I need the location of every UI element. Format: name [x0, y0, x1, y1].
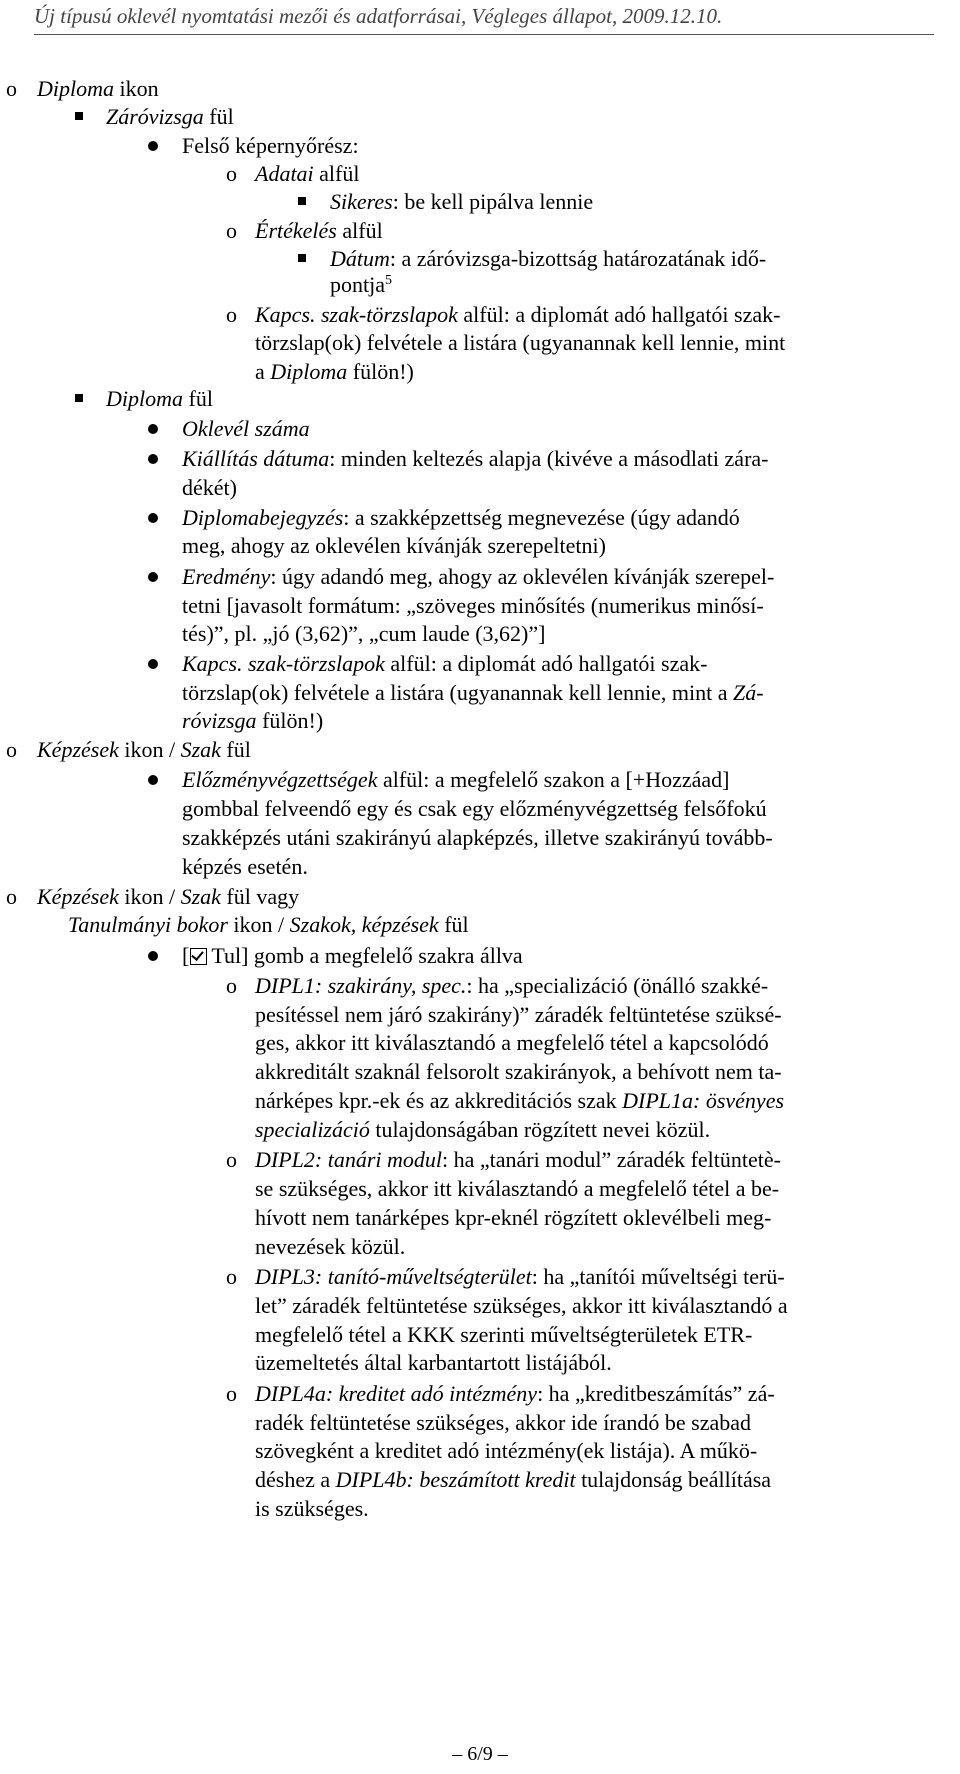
text-run: : a záróvizsga-bizottság határozatának idő-	[389, 246, 767, 271]
text-line	[182, 503, 740, 533]
text-run: ikon /	[118, 737, 181, 762]
list-marker-circle: o	[226, 218, 237, 243]
text-run: hívott nem tanárképes kpr-eknél rögzített oklevélbeli meg-	[255, 1205, 772, 1230]
text-run: tulajdonság beállítása	[575, 1467, 772, 1492]
text-run: radék feltüntetése szükséges, akkor ide írandó be szabad	[255, 1410, 752, 1435]
italic-term: róvizsga	[182, 708, 257, 733]
text-line	[182, 473, 237, 503]
text-line	[106, 102, 234, 132]
list-marker-bullet	[148, 454, 158, 464]
text-line	[255, 1086, 784, 1116]
text-run: déshez a	[255, 1467, 336, 1492]
text-line	[255, 1262, 785, 1292]
text-line	[106, 384, 213, 414]
italic-term: Kiállítás dátuma	[182, 446, 330, 471]
text-line	[182, 794, 767, 824]
text-run: fül	[220, 737, 251, 762]
text-run: [	[182, 943, 190, 968]
text-line	[182, 941, 523, 971]
italic-term: DIPL4b: beszámított kredit	[335, 1467, 576, 1492]
text-line	[255, 1145, 781, 1175]
text-run: pesítéssel nem járó szakirány)” záradék feltüntetése szüksé-	[255, 1002, 782, 1027]
text-line	[255, 1203, 771, 1233]
footnote-ref: 5	[385, 273, 392, 288]
text-line	[182, 765, 729, 795]
text-run: alfül: a megfelelő szakon a [+Hozzáad]	[377, 767, 730, 792]
page-number: – 6/9 –	[452, 1743, 508, 1765]
text-run: alfül: a diplomát adó hallgatói szak-	[384, 651, 708, 676]
text-run: : minden keltezés alapja (kivéve a másodlati zára-	[329, 446, 769, 471]
list-marker-circle: o	[226, 1264, 237, 1289]
text-run: nevezések közül.	[255, 1234, 406, 1259]
text-line	[182, 444, 768, 474]
text-line	[182, 619, 545, 649]
italic-term: Kapcs. szak-törzslapok	[182, 651, 385, 676]
italic-term: Képzések	[37, 884, 119, 909]
text-run: fül	[203, 104, 234, 129]
list-marker-circle: o	[6, 737, 17, 762]
text-run: fül vagy	[220, 884, 300, 909]
text-run: ikon /	[227, 912, 290, 937]
text-run: törzslap(ok) felvétele a listára (ugyanannak kell lennie, mint a	[182, 680, 733, 705]
list-marker-square	[298, 197, 306, 205]
text-run: akkreditált szaknál felsorolt szakirányok, a behívott nem ta-	[255, 1059, 782, 1084]
text-run: Felső képernyőrész:	[182, 133, 359, 158]
text-run: meg, ahogy az oklevélen kívánják szerepeltetni)	[182, 533, 606, 558]
italic-term: DIPL2: tanári modul	[255, 1147, 442, 1172]
text-run: gombbal felveendő egy és csak egy előzményvégzettség felsőfokú	[182, 796, 767, 821]
text-line	[330, 270, 392, 300]
text-line	[255, 1379, 775, 1409]
text-line	[182, 649, 707, 679]
text-line	[255, 1028, 769, 1058]
running-header: Új típusú oklevél nyomtatási mezői és adatforrásai, Végleges állapot, 2009.12.10.	[34, 4, 723, 28]
text-run: megfelelő tétel a KKK szerinti műveltségterületek ETR-	[255, 1322, 753, 1347]
italic-term: Szak	[180, 737, 221, 762]
text-line	[255, 1436, 757, 1466]
text-line	[255, 328, 785, 358]
list-marker-bullet	[148, 951, 158, 961]
text-run: Tul] gomb a megfelelő szakra állva	[211, 943, 523, 968]
italic-term: specializáció	[255, 1117, 370, 1142]
list-marker-bullet	[148, 141, 158, 151]
text-run: : ha „kreditbeszámítás” zá-	[537, 1381, 775, 1406]
italic-term: Szak	[180, 884, 221, 909]
list-marker-bullet	[148, 775, 158, 785]
text-line	[182, 531, 606, 561]
text-line	[330, 187, 593, 217]
text-run: képzés esetén.	[182, 854, 308, 879]
list-marker-bullet	[148, 424, 158, 434]
text-run: tulajdonságában rögzített nevei közül.	[369, 1117, 711, 1142]
italic-term: Sikeres	[330, 189, 393, 214]
text-run: ikon /	[118, 884, 181, 909]
text-line	[255, 300, 780, 330]
italic-term: Diplomabejegyzés	[182, 505, 344, 530]
text-line	[182, 591, 764, 621]
text-line	[37, 882, 299, 912]
text-line	[182, 706, 323, 736]
list-marker-square	[75, 112, 83, 120]
text-line	[37, 735, 251, 765]
italic-term: DIPL4a: kreditet adó intézmény	[255, 1381, 538, 1406]
italic-term: Kapcs. szak-törzslapok	[255, 302, 458, 327]
list-marker-circle: o	[6, 76, 17, 101]
text-line	[68, 910, 469, 940]
text-run: : úgy adandó meg, ahogy az oklevélen kívánják szerepel-	[270, 564, 775, 589]
text-run: a	[255, 359, 271, 384]
italic-term: Zá-	[733, 680, 764, 705]
italic-term: Diploma	[270, 359, 348, 384]
text-run: : ha „tanítói műveltségi terü-	[531, 1264, 785, 1289]
text-line	[255, 1291, 788, 1321]
italic-term: Előzményvégzettségek	[182, 767, 378, 792]
text-line	[255, 1494, 369, 1524]
text-line	[182, 131, 359, 161]
list-marker-circle: o	[226, 1381, 237, 1406]
list-marker-square	[298, 254, 306, 262]
text-run: alfül	[336, 218, 383, 243]
text-line	[182, 562, 774, 592]
checkbox-checked-icon	[190, 948, 207, 965]
italic-term: DIPL3: tanító-műveltségterület	[255, 1264, 532, 1289]
text-run: : a szakképzettség megnevezése (úgy adandó	[343, 505, 740, 530]
text-line	[255, 1000, 782, 1030]
text-line	[255, 357, 414, 387]
italic-term: Adatai	[255, 161, 314, 186]
text-run: tés)”, pl. „jó (3,62)”, „cum laude (3,62)”]	[182, 621, 546, 646]
text-run: let” záradék feltüntetése szükséges, akkor itt kiválasztandó a	[255, 1293, 788, 1318]
text-line	[330, 244, 766, 274]
list-marker-bullet	[148, 659, 158, 669]
italic-term: DIPL1a: ösvényes	[622, 1088, 785, 1113]
text-run: szakképzés utáni szakirányú alapképzés, illetve szakirányú tovább-	[182, 825, 773, 850]
italic-term: Záróvizsga	[106, 104, 204, 129]
text-run: törzslap(ok) felvétele a listára (ugyanannak kell lennie, mint	[255, 330, 786, 355]
list-marker-circle: o	[226, 973, 237, 998]
italic-term: Diploma	[106, 386, 183, 411]
list-marker-circle: o	[226, 1147, 237, 1172]
text-line	[255, 159, 360, 189]
italic-term: Dátum	[330, 246, 390, 271]
text-run: : ha „specializáció (önálló szakké-	[466, 973, 769, 998]
text-line	[255, 1174, 779, 1204]
italic-term: Értékelés	[255, 218, 337, 243]
text-run: is szükséges.	[255, 1496, 369, 1521]
list-marker-circle: o	[226, 161, 237, 186]
text-line	[255, 1115, 710, 1145]
list-marker-bullet	[148, 572, 158, 582]
text-line	[255, 1320, 752, 1350]
text-line	[255, 216, 383, 246]
text-run: fülön!)	[256, 708, 324, 733]
list-marker-bullet	[148, 513, 158, 523]
text-run: fül	[438, 912, 469, 937]
text-line	[182, 678, 764, 708]
list-marker-square	[75, 394, 83, 402]
text-run: tetni [javasolt formátum: „szöveges minősítés (numerikus minősí-	[182, 593, 764, 618]
italic-term: Tanulmányi bokor	[68, 912, 228, 937]
text-line	[255, 971, 768, 1001]
text-line	[255, 1348, 612, 1378]
italic-term: DIPL1: szakirány, spec.	[255, 973, 467, 998]
text-run: alfül	[313, 161, 360, 186]
text-run: nárképes kpr.-ek és az akkreditációs szak	[255, 1088, 623, 1113]
italic-term: Képzések	[37, 737, 119, 762]
text-run: dékét)	[182, 475, 237, 500]
text-line	[255, 1232, 405, 1262]
text-run: ikon	[114, 76, 159, 101]
text-run: alfül: a diplomát adó hallgatói szak-	[457, 302, 781, 327]
text-run: fülön!)	[347, 359, 414, 384]
text-line	[182, 852, 308, 882]
text-line	[182, 823, 773, 853]
text-run: pontja	[330, 272, 385, 297]
text-run: üzemeltetés által karbantartott listájából.	[255, 1350, 612, 1375]
italic-term: Diploma	[37, 76, 114, 101]
text-run: : ha „tanári modul” záradék feltüntetè-	[442, 1147, 781, 1172]
text-run: ges, akkor itt kiválasztandó a megfelelő tétel a kapcsolódó	[255, 1030, 769, 1055]
list-marker-circle: o	[226, 302, 237, 327]
text-line	[37, 74, 159, 104]
text-line	[182, 414, 310, 444]
text-run: szövegként a kreditet adó intézmény(ek listája). A műkö-	[255, 1438, 758, 1463]
text-run: se szükséges, akkor itt kiválasztandó a megfelelő tétel a be-	[255, 1176, 780, 1201]
italic-term: Oklevél száma	[182, 416, 310, 441]
italic-term: Szakok, képzések	[289, 912, 439, 937]
text-run: : be kell pipálva lennie	[392, 189, 594, 214]
italic-term: Eredmény	[182, 564, 271, 589]
text-line	[255, 1408, 751, 1438]
list-marker-circle: o	[6, 884, 17, 909]
text-run: fül	[183, 386, 213, 411]
text-line	[255, 1057, 782, 1087]
text-line	[255, 1465, 771, 1495]
